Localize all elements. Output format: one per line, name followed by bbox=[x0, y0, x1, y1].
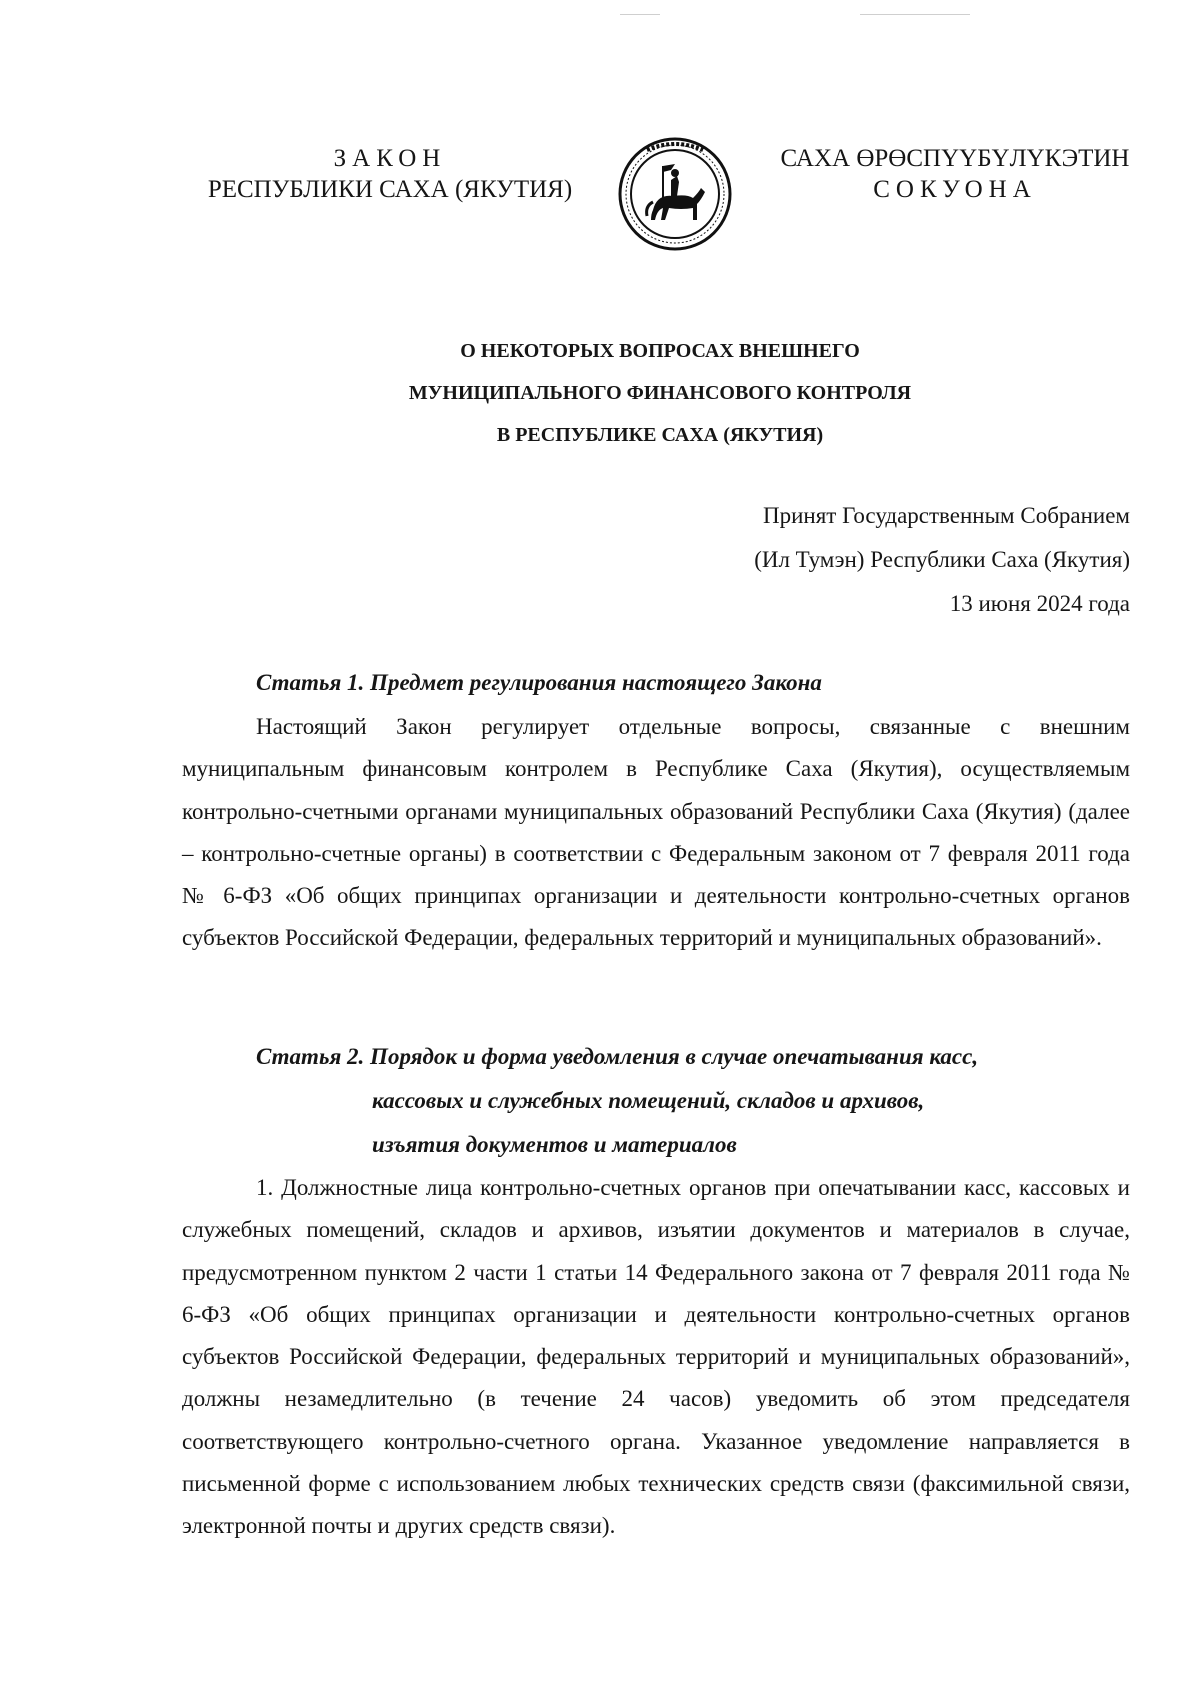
law-title bbox=[180, 330, 1140, 456]
article-2-heading-line-2: кассовых и служебных помещений, складов и архивов, bbox=[372, 1088, 925, 1113]
title-line-2: МУНИЦИПАЛЬНОГО ФИНАНСОВОГО КОНТРОЛЯ bbox=[408, 382, 912, 404]
header-left bbox=[200, 143, 580, 205]
title-line-1: О НЕКОТОРЫХ ВОПРОСАХ ВНЕШНЕГО bbox=[460, 340, 860, 362]
article-2-heading-line-1: Статья 2. Порядок и форма уведомления в случае опечатывания касс, bbox=[256, 1044, 979, 1069]
article-1-text: Настоящий Закон регулирует отдельные вопросы, связанные с внешним муниципальным финансовым контролем в Республике Саха (Якутия), осуществляемым контрольно-счетными органами муниципальных образований Республики Саха (Якутия) (далее – контрольно-счетные органы) в соответствии с Федеральным законом от 7 февраля 2011 года № 6-ФЗ «Об общих принципах организации и деятельности контрольно-счетных органов субъектов Российской Федерации, федеральных территорий и муниципальных образований». bbox=[182, 714, 1130, 951]
article-2-text: 1. Должностные лица контрольно-счетных органов при опечатывании касс, кассовых и служебных помещений, складов и архивов, изъятии документов и материалов в случае, предусмотренном пунктом 2 части 1 статьи 14 Федерального закона от 7 февраля 2011 года № 6-ФЗ «Об общих принципах организации и деятельности контрольно-счетных органов субъектов Российской Федерации, федеральных территорий и муниципальных образований», должны незамедлительно (в течение 24 часов) уведомить об этом председателя соответствующего контрольно-счетного органа. Указанное уведомление направляется в письменной форме с использованием любых технических средств связи (факсимильной связи, электронной почты и других средств связи). bbox=[182, 1175, 1130, 1539]
republic-name-ru: РЕСПУБЛИКИ САХА (ЯКУТИЯ) bbox=[207, 176, 573, 203]
republic-name-sah: САХА ӨРӨСПҮҮБҮЛҮКЭТИН bbox=[780, 145, 1130, 172]
adoption-block bbox=[754, 494, 1130, 626]
scan-artifact bbox=[860, 14, 970, 15]
title-line-3: В РЕСПУБЛИКЕ САХА (ЯКУТИЯ) bbox=[496, 424, 824, 446]
scan-artifact bbox=[620, 14, 660, 15]
adoption-line-2: (Ил Тумэн) Республики Саха (Якутия) bbox=[754, 547, 1130, 572]
law-label-sah: СОКУОНА bbox=[873, 176, 1037, 203]
adoption-date: 13 июня 2024 года bbox=[949, 591, 1130, 616]
coat-of-arms-icon bbox=[617, 136, 733, 252]
law-label-ru: ЗАКОН bbox=[333, 145, 447, 172]
article-2-heading-line-3: изъятия документов и материалов bbox=[372, 1132, 737, 1157]
header-right bbox=[770, 143, 1140, 205]
article-1-heading: Статья 1. Предмет регулирования настоящего Закона bbox=[256, 670, 822, 695]
adoption-line-1: Принят Государственным Собранием bbox=[762, 503, 1130, 528]
